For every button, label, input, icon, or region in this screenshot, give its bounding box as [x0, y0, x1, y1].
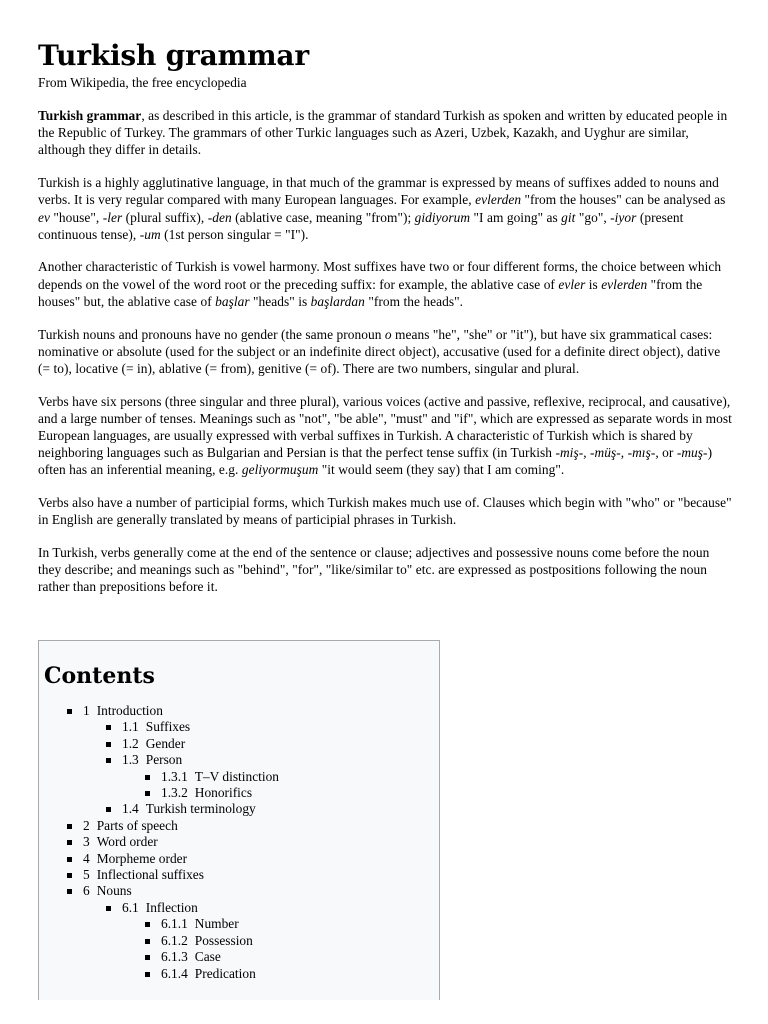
bullet-icon: [67, 840, 72, 845]
toc-link[interactable]: [39, 949, 439, 965]
toc-link[interactable]: [39, 818, 439, 834]
bullet-icon: [106, 742, 111, 747]
toc-item[interactable]: [39, 719, 439, 735]
text-run: "from the heads".: [364, 293, 464, 309]
toc-link[interactable]: [39, 867, 439, 883]
bullet-icon: [145, 939, 150, 944]
toc-item[interactable]: [39, 703, 439, 719]
toc-number: 1.3.1: [161, 768, 188, 784]
text-run: "I am going" as: [470, 209, 562, 225]
italic-term: başlar: [215, 293, 250, 309]
toc-link[interactable]: [39, 851, 439, 867]
toc-link[interactable]: [39, 916, 439, 932]
toc-item[interactable]: [39, 834, 439, 850]
toc-link[interactable]: [39, 801, 439, 817]
toc-link[interactable]: [39, 703, 439, 719]
toc-link[interactable]: [39, 933, 439, 949]
bullet-icon: [106, 758, 111, 763]
italic-term: -ler: [102, 209, 123, 225]
article-content: [38, 38, 732, 611]
italic-term: -miş-: [555, 445, 584, 461]
toc-label: Parts of speech: [96, 817, 178, 833]
bullet-icon: [106, 725, 111, 730]
toc-number: 6.1.2: [161, 932, 188, 948]
toc-item[interactable]: [39, 883, 439, 899]
text-run: In Turkish, verbs generally come at the end of the sentence or clause; adjectives and possessive nouns come before the noun they describe; and meanings such as "behind", "for", "like/similar to" etc. are expressed as postpositions following the noun rather than prepositions before it.: [38, 545, 710, 595]
toc-label: Possession: [194, 932, 253, 948]
table-of-contents: [38, 640, 440, 1000]
text-run: "from the houses" but, the ablative case of: [38, 276, 703, 309]
text-run: ,: [583, 445, 591, 461]
italic-term: başlardan: [310, 293, 365, 309]
text-run: (present continuous tense),: [38, 209, 684, 242]
toc-label: Nouns: [96, 883, 132, 899]
text-run: ) often has an inferential meaning, e.g.: [38, 445, 713, 478]
text-run: means "he", "she" or "it"), but have six grammatical cases: nominative or absolute (used for the subject or an indefinite direct object), accusative (used for a definite direct object), dative (= to), locative (= in), ablative (= from), genitive (= of). There are two numbers, singular and plural.: [38, 326, 721, 376]
bullet-icon: [106, 906, 111, 911]
italic-term: evlerden: [601, 276, 648, 292]
toc-label: Suffixes: [145, 719, 191, 735]
italic-term: geliyormuşum: [241, 462, 319, 478]
toc-link[interactable]: [39, 883, 439, 899]
toc-label: T–V distinction: [194, 768, 279, 784]
bullet-icon: [67, 857, 72, 862]
italic-term: gidiyorum: [414, 209, 471, 225]
toc-label: Person: [145, 752, 183, 768]
paragraph-3: [38, 258, 732, 310]
toc-number: 1.3.2: [161, 785, 188, 801]
italic-term: -mış-: [627, 445, 656, 461]
text-run: , as described in this article, is the grammar of standard Turkish as spoken and written by educated people in the Republic of Turkey. The grammars of other Turkic languages such as Azeri, Uzbek, Kazakh, and Uyghur are similar, although they differ in details.: [38, 108, 728, 158]
toc-link[interactable]: [39, 834, 439, 850]
bullet-icon: [67, 873, 72, 878]
text-run: Turkish nouns and pronouns have no gender (the same pronoun: [38, 326, 385, 342]
toc-number: 6: [83, 883, 90, 899]
toc-link[interactable]: [39, 736, 439, 752]
toc-label: Introduction: [96, 703, 163, 718]
text-run: "it would seem (they say) that I am coming".: [318, 462, 565, 478]
bullet-icon: [145, 775, 150, 780]
toc-link[interactable]: [39, 719, 439, 735]
toc-item[interactable]: [39, 966, 439, 982]
bullet-icon: [145, 955, 150, 960]
toc-label: Case: [194, 949, 221, 965]
text-run: , or: [655, 445, 677, 461]
text-run: Verbs have six persons (three singular and three plural), various voices (active and passive, reflexive, reciprocal, and causative), and a large number of tenses. Meanings such as "not", "be able", "must" and "if", which are expressed as separate words in most European languages, are usually expressed with verbal suffixes in Turkish. A characteristic of Turkish which is shared by neighboring languages such as Bulgarian and Persian is that the perfect tense suffix (in Turkish: [38, 393, 732, 461]
toc-item[interactable]: [39, 785, 439, 801]
toc-item[interactable]: [39, 933, 439, 949]
toc-number: 2: [83, 817, 90, 833]
italic-term: evler: [558, 276, 586, 292]
toc-number: 1.3: [122, 752, 139, 768]
page-title: Turkish grammar: [38, 39, 309, 72]
toc-label: Turkish terminology: [145, 801, 256, 817]
text-run: "from the houses" can be analysed as: [521, 192, 726, 208]
toc-item[interactable]: [39, 867, 439, 883]
toc-number: 4: [83, 850, 90, 866]
text-run: (1st person singular = "I").: [160, 226, 309, 242]
toc-item[interactable]: [39, 736, 439, 752]
text-run: Turkish is a highly agglutinative language, in that much of the grammar is expressed by means of suffixes added to nouns and verbs. It is very regular compared with many European languages. For example,: [38, 175, 719, 208]
italic-term: -den: [207, 209, 232, 225]
italic-term: ev: [38, 209, 50, 225]
bullet-icon: [145, 791, 150, 796]
toc-item[interactable]: [39, 801, 439, 817]
italic-term: -muş-: [676, 445, 708, 461]
toc-label: Predication: [194, 965, 256, 981]
toc-link[interactable]: [39, 785, 439, 801]
bullet-icon: [145, 922, 150, 927]
text-run: (plural suffix),: [122, 209, 208, 225]
text-run: Another characteristic of Turkish is vowel harmony. Most suffixes have two or four different forms, the choice between which depends on the vowel of the word root or the preceding suffix: for example, the ablative case of: [38, 259, 722, 292]
toc-item[interactable]: [39, 769, 439, 785]
toc-list: [39, 703, 439, 982]
toc-number: 6.1.3: [161, 949, 188, 965]
page-subtitle: From Wikipedia, the free encyclopedia: [38, 75, 247, 90]
paragraph-4: [38, 326, 732, 378]
toc-number: 1.4: [122, 801, 139, 817]
toc-label: Inflection: [145, 899, 198, 915]
italic-term: -iyor: [610, 209, 637, 225]
text-run: "house",: [50, 209, 103, 225]
article-body: [38, 107, 732, 596]
toc-label: Number: [194, 916, 239, 932]
italic-term: -müş-: [590, 445, 621, 461]
bullet-icon: [67, 709, 72, 714]
toc-item[interactable]: [39, 818, 439, 834]
text-run: is: [585, 276, 602, 292]
toc-number: 1: [83, 703, 90, 718]
toc-link[interactable]: [39, 752, 439, 768]
toc-item[interactable]: [39, 900, 439, 916]
toc-item[interactable]: [39, 851, 439, 867]
toc-link[interactable]: [39, 900, 439, 916]
bullet-icon: [145, 972, 150, 977]
paragraph-5: [38, 393, 732, 479]
toc-label: Morpheme order: [96, 850, 188, 866]
text-run: Verbs also have a number of participial forms, which Turkish makes much use of. Clauses which begin with "who" or "because" in English are generally translated by means of participial phrases in Turkish.: [38, 495, 732, 528]
italic-term: o: [384, 326, 392, 342]
paragraph-7: [38, 544, 732, 596]
paragraph-6: [38, 494, 732, 528]
toc-number: 1.2: [122, 735, 139, 751]
toc-heading: Contents: [44, 663, 155, 689]
toc-number: 1.1: [122, 719, 139, 735]
toc-label: Gender: [145, 735, 186, 751]
toc-label: Word order: [96, 834, 158, 850]
toc-number: 6.1: [122, 899, 139, 915]
text-run: ,: [620, 445, 628, 461]
toc-label: Honorifics: [194, 785, 253, 801]
italic-term: git: [561, 209, 576, 225]
bullet-icon: [67, 889, 72, 894]
text-run: "heads" is: [249, 293, 311, 309]
toc-item[interactable]: [39, 949, 439, 965]
text-run: (ablative case, meaning "from");: [231, 209, 415, 225]
toc-number: 3: [83, 834, 90, 850]
paragraph-2: [38, 174, 732, 243]
toc-label: Inflectional suffixes: [96, 867, 204, 883]
toc-number: 6.1.1: [161, 916, 188, 932]
bullet-icon: [106, 807, 111, 812]
toc-link[interactable]: [39, 769, 439, 785]
bullet-icon: [67, 824, 72, 829]
italic-term: evlerden: [475, 192, 522, 208]
toc-link[interactable]: [39, 966, 439, 982]
toc-item[interactable]: [39, 752, 439, 768]
toc-item[interactable]: [39, 916, 439, 932]
bold-term: Turkish grammar: [38, 108, 142, 123]
toc-number: 6.1.4: [161, 965, 188, 981]
paragraph-1: [38, 107, 732, 159]
toc-number: 5: [83, 867, 90, 883]
italic-term: -um: [139, 226, 161, 242]
text-run: "go",: [575, 209, 611, 225]
